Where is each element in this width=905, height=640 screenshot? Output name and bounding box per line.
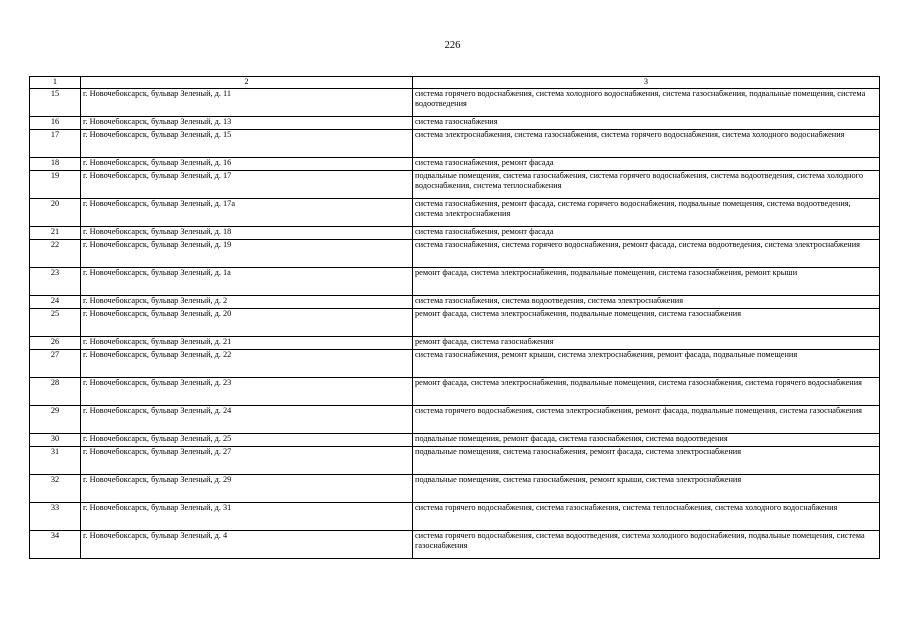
row-works: система электроснабжения, система газоснабжения, система горячего водоснабжения, система холодного водоснабжения	[413, 129, 880, 157]
row-number: 15	[30, 88, 81, 116]
table-row	[30, 530, 880, 558]
table-row	[30, 198, 880, 226]
row-works: подвальные помещения, система газоснабжения, ремонт крыши, система электроснабжения	[413, 474, 880, 502]
table-row	[30, 267, 880, 295]
row-works: ремонт фасада, система газоснабжения	[413, 336, 880, 349]
column-header-2: 2	[81, 77, 413, 89]
row-number: 17	[30, 129, 81, 157]
row-address: г. Новочебоксарск, бульвар Зеленый, д. 11	[81, 88, 413, 116]
row-address: г. Новочебоксарск, бульвар Зеленый, д. 21	[81, 336, 413, 349]
row-works: система газоснабжения, ремонт крыши, система электроснабжения, ремонт фасада, подвальные помещения	[413, 349, 880, 377]
table-row	[30, 502, 880, 530]
row-address: г. Новочебоксарск, бульвар Зеленый, д. 18	[81, 226, 413, 239]
row-works: подвальные помещения, ремонт фасада, система газоснабжения, система водоотведения	[413, 433, 880, 446]
row-address: г. Новочебоксарск, бульвар Зеленый, д. 20	[81, 308, 413, 336]
table-row	[30, 377, 880, 405]
row-address: г. Новочебоксарск, бульвар Зеленый, д. 31	[81, 502, 413, 530]
row-address: г. Новочебоксарск, бульвар Зеленый, д. 29	[81, 474, 413, 502]
row-address: г. Новочебоксарск, бульвар Зеленый, д. 23	[81, 377, 413, 405]
row-number: 20	[30, 198, 81, 226]
row-address: г. Новочебоксарск, бульвар Зеленый, д. 25	[81, 433, 413, 446]
row-number: 21	[30, 226, 81, 239]
row-works: система горячего водоснабжения, система газоснабжения, система теплоснабжения, система холодного водоснабжения	[413, 502, 880, 530]
row-works: ремонт фасада, система электроснабжения, подвальные помещения, система газоснабжения, система горячего водоснабжения	[413, 377, 880, 405]
row-number: 33	[30, 502, 81, 530]
row-number: 22	[30, 239, 81, 267]
table-row	[30, 336, 880, 349]
row-works: система горячего водоснабжения, система электроснабжения, ремонт фасада, подвальные помещения, система газоснабжения	[413, 405, 880, 433]
table-header-row	[30, 77, 880, 89]
row-works: система газоснабжения, система водоотведения, система электроснабжения	[413, 295, 880, 308]
row-works: система газоснабжения, ремонт фасада	[413, 226, 880, 239]
row-works: ремонт фасада, система электроснабжения, подвальные помещения, система газоснабжения, ремонт крыши	[413, 267, 880, 295]
table-row	[30, 239, 880, 267]
row-address: г. Новочебоксарск, бульвар Зеленый, д. 27	[81, 446, 413, 474]
page-number: 226	[444, 40, 461, 51]
row-works: ремонт фасада, система электроснабжения, подвальные помещения, система газоснабжения	[413, 308, 880, 336]
row-address: г. Новочебоксарск, бульвар Зеленый, д. 16	[81, 157, 413, 170]
column-header-1: 1	[30, 77, 81, 89]
row-works: система газоснабжения, ремонт фасада, система горячего водоснабжения, подвальные помещения, система водоотведения, система электроснабжения	[413, 198, 880, 226]
row-works: система газоснабжения, система горячего водоснабжения, ремонт фасада, система водоотведения, система электроснабжения	[413, 239, 880, 267]
row-address: г. Новочебоксарск, бульвар Зеленый, д. 22	[81, 349, 413, 377]
row-works: система горячего водоснабжения, система холодного водоснабжения, система газоснабжения, подвальные помещения, система водоотведения	[413, 88, 880, 116]
table-row	[30, 474, 880, 502]
row-number: 19	[30, 170, 81, 198]
table-row	[30, 226, 880, 239]
row-number: 16	[30, 116, 81, 129]
works-table	[29, 76, 880, 559]
row-works: подвальные помещения, система газоснабжения, система горячего водоснабжения, система водоотведения, система холодного водоснабжения, система теплоснабжения	[413, 170, 880, 198]
row-number: 27	[30, 349, 81, 377]
row-address: г. Новочебоксарск, бульвар Зеленый, д. 17	[81, 170, 413, 198]
row-number: 30	[30, 433, 81, 446]
table-row	[30, 405, 880, 433]
table-row	[30, 170, 880, 198]
row-address: г. Новочебоксарск, бульвар Зеленый, д. 19	[81, 239, 413, 267]
table-row	[30, 308, 880, 336]
row-number: 32	[30, 474, 81, 502]
table-row	[30, 157, 880, 170]
table-row	[30, 129, 880, 157]
row-works: система газоснабжения	[413, 116, 880, 129]
row-number: 29	[30, 405, 81, 433]
table-row	[30, 88, 880, 116]
row-number: 34	[30, 530, 81, 558]
table-row	[30, 116, 880, 129]
table-row	[30, 433, 880, 446]
row-number: 18	[30, 157, 81, 170]
table-row	[30, 295, 880, 308]
table-row	[30, 349, 880, 377]
row-number: 28	[30, 377, 81, 405]
row-address: г. Новочебоксарск, бульвар Зеленый, д. 15	[81, 129, 413, 157]
row-number: 26	[30, 336, 81, 349]
row-number: 23	[30, 267, 81, 295]
row-address: г. Новочебоксарск, бульвар Зеленый, д. 2	[81, 295, 413, 308]
row-works: система горячего водоснабжения, система водоотведения, система холодного водоснабжения, подвальные помещения, система газоснабжения	[413, 530, 880, 558]
row-address: г. Новочебоксарск, бульвар Зеленый, д. 24	[81, 405, 413, 433]
row-number: 25	[30, 308, 81, 336]
row-address: г. Новочебоксарск, бульвар Зеленый, д. 17а	[81, 198, 413, 226]
row-address: г. Новочебоксарск, бульвар Зеленый, д. 13	[81, 116, 413, 129]
table-row	[30, 446, 880, 474]
column-header-3: 3	[413, 77, 880, 89]
row-address: г. Новочебоксарск, бульвар Зеленый, д. 4	[81, 530, 413, 558]
row-number: 24	[30, 295, 81, 308]
row-number: 31	[30, 446, 81, 474]
row-works: подвальные помещения, система газоснабжения, ремонт фасада, система электроснабжения	[413, 446, 880, 474]
row-address: г. Новочебоксарск, бульвар Зеленый, д. 1а	[81, 267, 413, 295]
row-works: система газоснабжения, ремонт фасада	[413, 157, 880, 170]
